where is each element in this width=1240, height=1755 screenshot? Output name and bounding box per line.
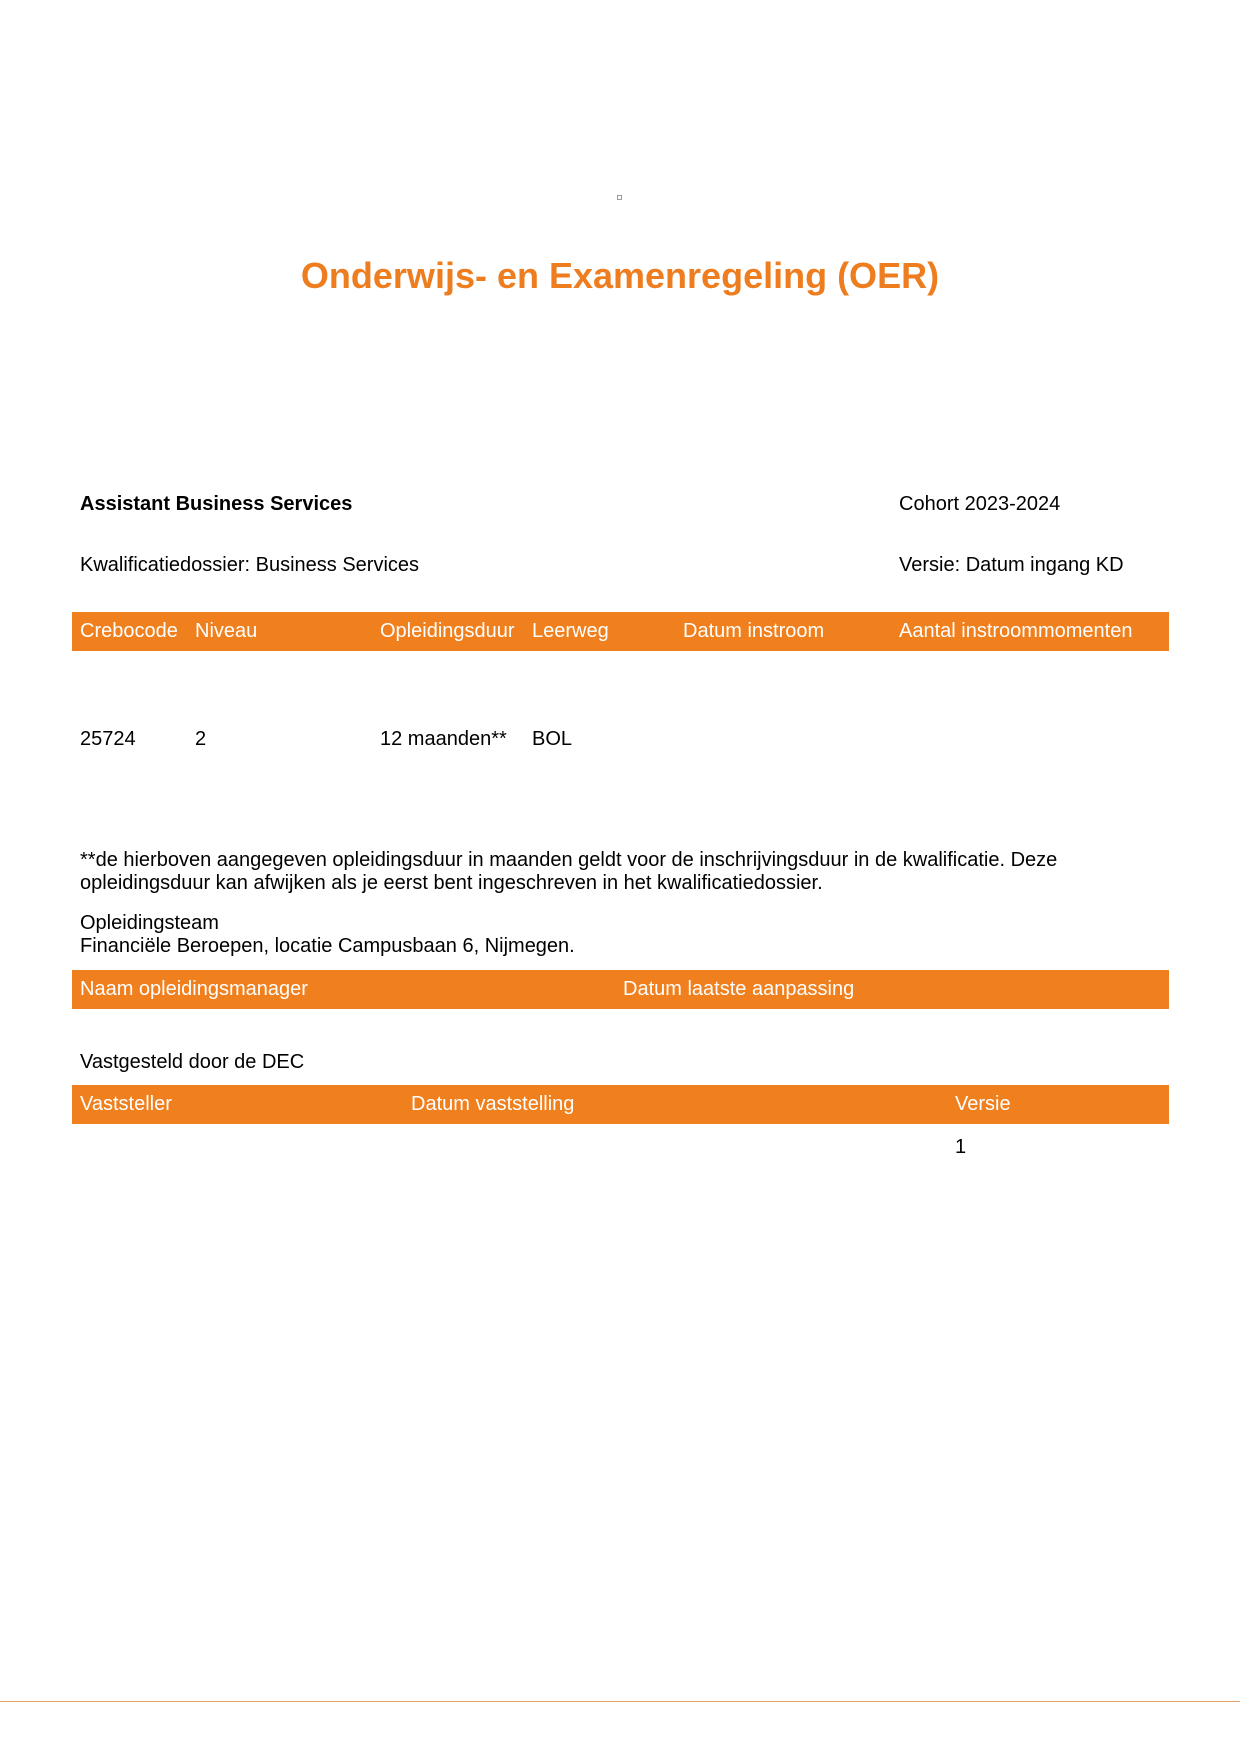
qualification-file: Kwalificatiedossier: Business Services [80, 554, 420, 576]
cohort-label: Cohort 2023-2024 [899, 493, 1061, 515]
header-naam-opleidingsmanager: Naam opleidingsmanager [80, 978, 308, 1000]
cell-opleidingsduur: 12 maanden** [380, 728, 507, 750]
header-vaststeller: Vaststeller [80, 1093, 172, 1115]
header-leerweg: Leerweg [532, 620, 609, 642]
approval-table-header [72, 1085, 1169, 1124]
footnote: **de hierboven aangegeven opleidingsduur in maanden geldt voor de inschrijvingsduur in de kwalificatie. Deze opleidingsduur kan afwijken als je eerst bent ingeschreven in het kwalificatiedossier. [80, 849, 1058, 894]
team-location: Financiële Beroepen, locatie Campusbaan 6, Nijmegen. [80, 935, 575, 957]
manager-table-header [72, 970, 1169, 1009]
team-label: Opleidingsteam [80, 912, 219, 934]
header-opleidingsduur: Opleidingsduur [380, 620, 515, 642]
cell-crebocode: 25724 [80, 728, 136, 750]
cell-leerweg: BOL [532, 728, 573, 750]
cell-niveau: 2 [195, 728, 207, 750]
header-versie: Versie [955, 1093, 1011, 1115]
cell-versie: 1 [955, 1136, 967, 1158]
header-datum-laatste-aanpassing: Datum laatste aanpassing [623, 978, 855, 1000]
header-datum-instroom: Datum instroom [683, 620, 825, 642]
version-label: Versie: Datum ingang KD [899, 554, 1124, 576]
header-crebocode: Crebocode [80, 620, 178, 642]
document-title: Onderwijs- en Examenregeling (OER) [300, 255, 940, 296]
program-name: Assistant Business Services [80, 493, 353, 515]
header-niveau: Niveau [195, 620, 258, 642]
program-table-header [72, 612, 1169, 651]
placeholder-marker [617, 195, 622, 200]
footer-divider [0, 1701, 1240, 1702]
header-aantal-instroommomenten: Aantal instroommomenten [899, 620, 1133, 642]
approval-label: Vastgesteld door de DEC [80, 1051, 305, 1073]
header-datum-vaststelling: Datum vaststelling [411, 1093, 575, 1115]
